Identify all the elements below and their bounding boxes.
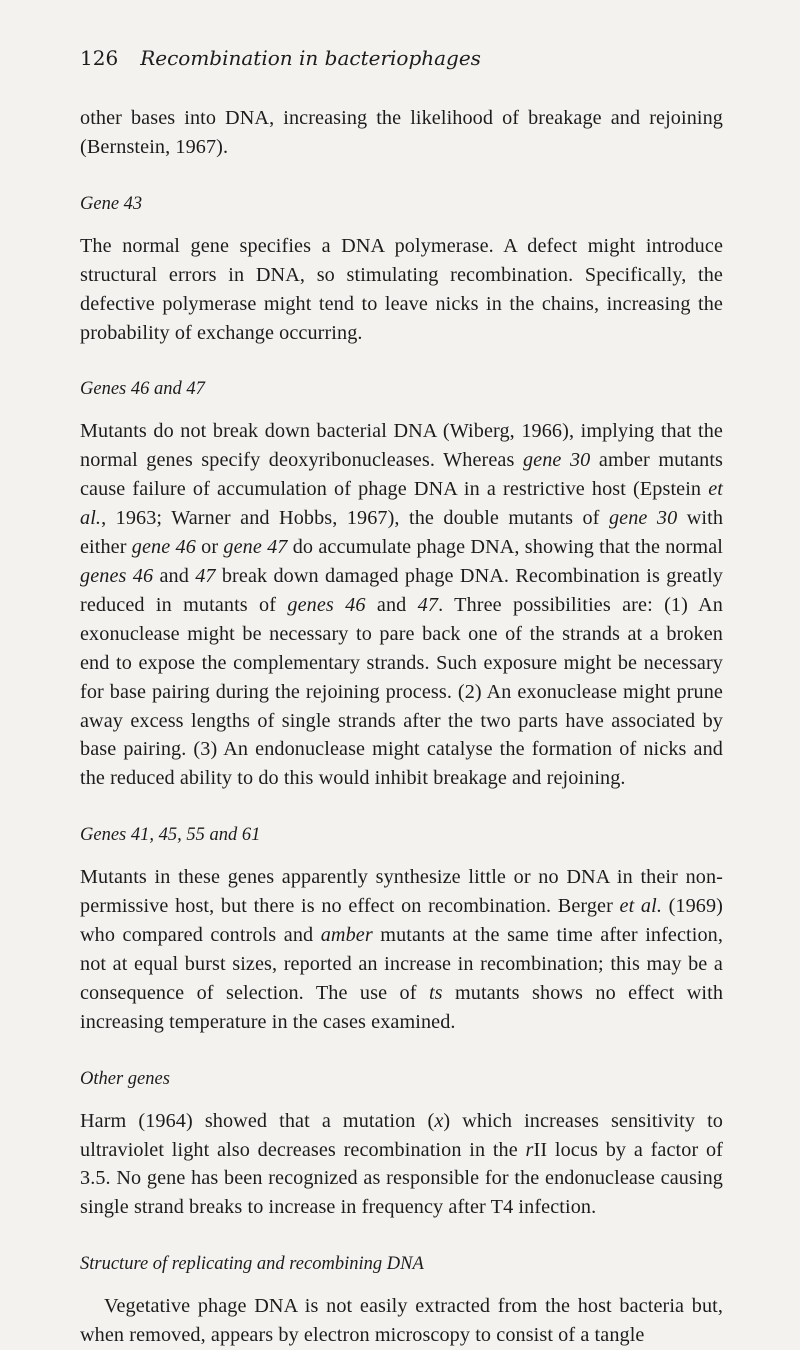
intro-paragraph: other bases into DNA, increasing the likelihood of breakage and rejoining (Bernstein, 1967).: [80, 107, 723, 158]
structure-paragraph: Vegetative phage DNA is not easily extracted from the host bacteria but, when removed, appears by electron microscopy to consist of a tangle: [80, 1295, 723, 1347]
gene-43-paragraph: The normal gene specifies a DNA polymerase. A defect might introduce structural errors in DNA, so stimulating recombination. Specifically, the defective polymerase might tend to leave nicks in the chains, increasing the probability of exchange occurring.: [80, 234, 723, 344]
running-title: Recombination in bacteriophages: [140, 46, 481, 70]
other-genes-paragraph: Harm (1964) showed that a mutation (x) which increases sensitivity to ultraviolet light also decreases recombination in the rII locus by a factor of 3.5. No gene has been recognized as responsible for the endonuclease causing single strand breaks to increase in frequency after T4 infection.: [80, 1109, 724, 1219]
body-text: [80, 104, 723, 1350]
page-number: 126: [80, 46, 119, 70]
section-heading-structure: Structure of replicating and recombining DNA: [80, 1254, 424, 1275]
genes-41-paragraph: Mutants in these genes apparently synthesize little or no DNA in their non-permissive host, but there is no effect on recombination. Berger et al. (1969) who compared controls and amber mutants at the same time after infection, not at equal burst sizes, reported an increase in recombination; this may be a consequence of selection. The use of ts mutants shows no effect with increasing temperature in the cases examined.: [80, 866, 724, 1033]
section-heading-genes-41-45-55-61: Genes 41, 45, 55 and 61: [80, 825, 261, 846]
running-header: [80, 46, 481, 70]
section-heading-genes-46-47: Genes 46 and 47: [80, 379, 205, 400]
section-heading-gene-43: Gene 43: [80, 193, 143, 214]
section-heading-other-genes: Other genes: [80, 1068, 170, 1089]
genes-46-47-paragraph: Mutants do not break down bacterial DNA (Wiberg, 1966), implying that the normal genes specify deoxyribonucleases. Whereas gene 30 amber mutants cause failure of accumulation of phage DNA in a restrictive host (Epstein et al., 1963; Warner and Hobbs, 1967), the double mutants of gene 30 with either gene 46 or gene 47 do accumulate phage DNA, showing that the normal genes 46 and 47 break down damaged phage DNA. Recombination is greatly reduced in mutants of genes 46 and 47. Three possibilities are: (1) An exonuclease might be necessary to pare back one of the strands at a broken end to expose the complementary strands. Such exposure might be necessary for base pairing during the rejoining process. (2) An exonuclease might prune away excess lengths of single strands after the two parts have associated by base pairing. (3) An endonuclease might catalyse the formation of nicks and the reduced ability to do this would inhibit breakage and rejoining.: [80, 420, 724, 790]
